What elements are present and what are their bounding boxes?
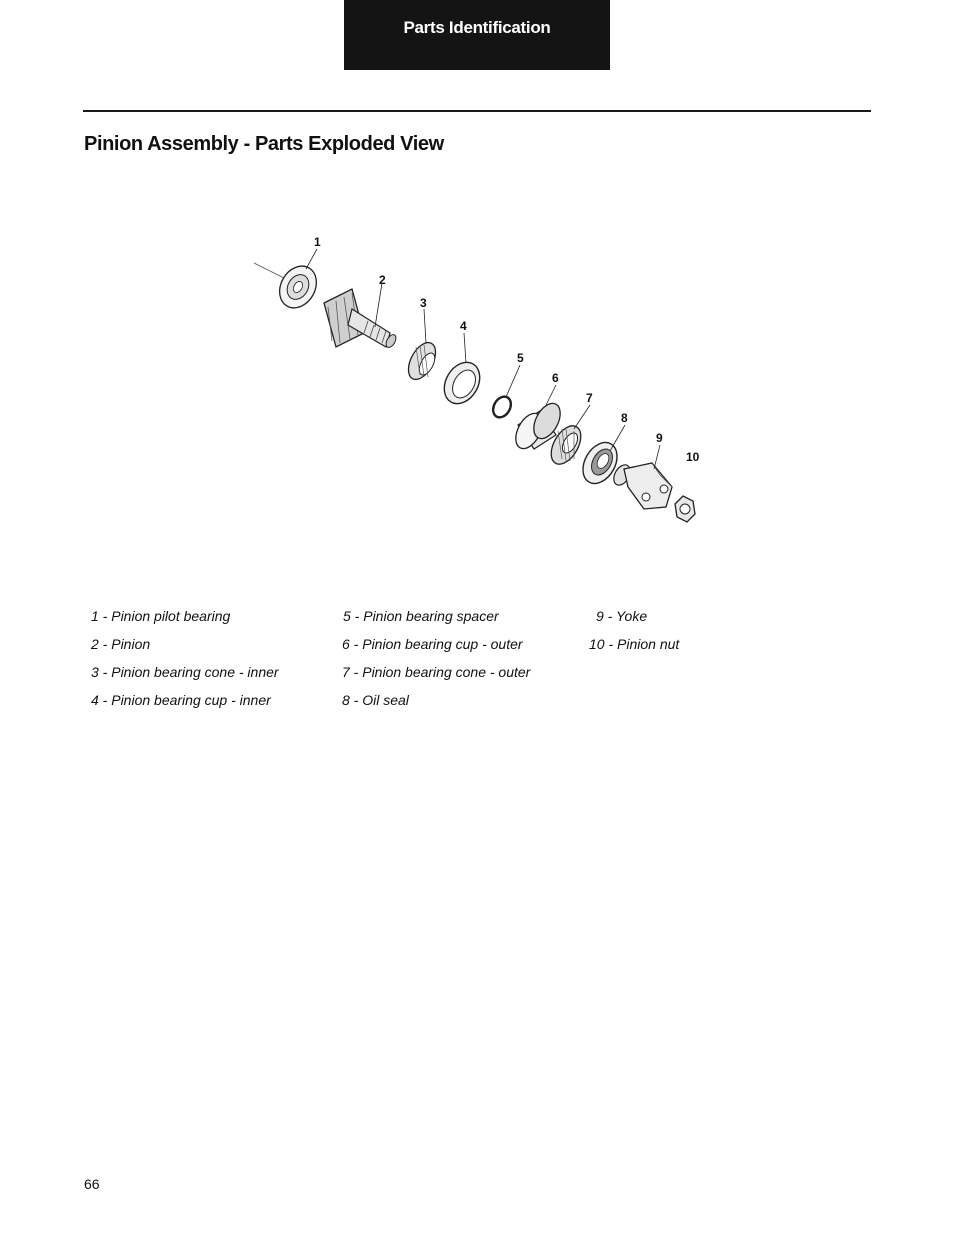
section-title: Pinion Assembly - Parts Exploded View bbox=[84, 133, 444, 155]
part-pinion-pilot-bearing bbox=[272, 259, 323, 314]
callout-1: 1 bbox=[314, 235, 321, 249]
part-bearing-cup-inner bbox=[437, 356, 487, 410]
legend-item: 4 - Pinion bearing cup - inner bbox=[91, 692, 271, 708]
part-bearing-spacer bbox=[490, 393, 515, 420]
part-pinion-nut bbox=[675, 496, 695, 522]
callout-6: 6 bbox=[552, 371, 559, 385]
page-number: 66 bbox=[84, 1176, 100, 1192]
legend-item: 3 - Pinion bearing cone - inner bbox=[91, 664, 279, 680]
legend-item: 2 - Pinion bbox=[91, 636, 151, 652]
part-pinion bbox=[324, 289, 398, 349]
legend-item: 6 - Pinion bearing cup - outer bbox=[342, 636, 523, 652]
callout-4: 4 bbox=[460, 319, 467, 333]
legend-item: 7 - Pinion bearing cone - outer bbox=[342, 664, 531, 680]
leader-lines bbox=[306, 249, 660, 469]
legend-item: 5 - Pinion bearing spacer bbox=[343, 608, 499, 624]
parts-legend bbox=[90, 604, 730, 724]
header-tab-label: Parts Identification bbox=[403, 18, 551, 37]
legend-item: 1 - Pinion pilot bearing bbox=[91, 608, 231, 624]
part-bearing-cone-inner bbox=[403, 338, 441, 384]
header-tab bbox=[344, 0, 610, 70]
part-yoke bbox=[610, 462, 672, 509]
pinion-exploded-diagram bbox=[240, 225, 720, 535]
legend-item: 9 - Yoke bbox=[596, 608, 648, 624]
legend-item: 8 - Oil seal bbox=[342, 692, 409, 708]
callout-10: 10 bbox=[686, 450, 700, 464]
callout-7: 7 bbox=[586, 391, 593, 405]
header-rule bbox=[83, 110, 871, 112]
callout-8: 8 bbox=[621, 411, 628, 425]
legend-item: 10 - Pinion nut bbox=[589, 636, 680, 652]
callout-9: 9 bbox=[656, 431, 663, 445]
callout-5: 5 bbox=[517, 351, 524, 365]
callout-3: 3 bbox=[420, 296, 427, 310]
callout-2: 2 bbox=[379, 273, 386, 287]
